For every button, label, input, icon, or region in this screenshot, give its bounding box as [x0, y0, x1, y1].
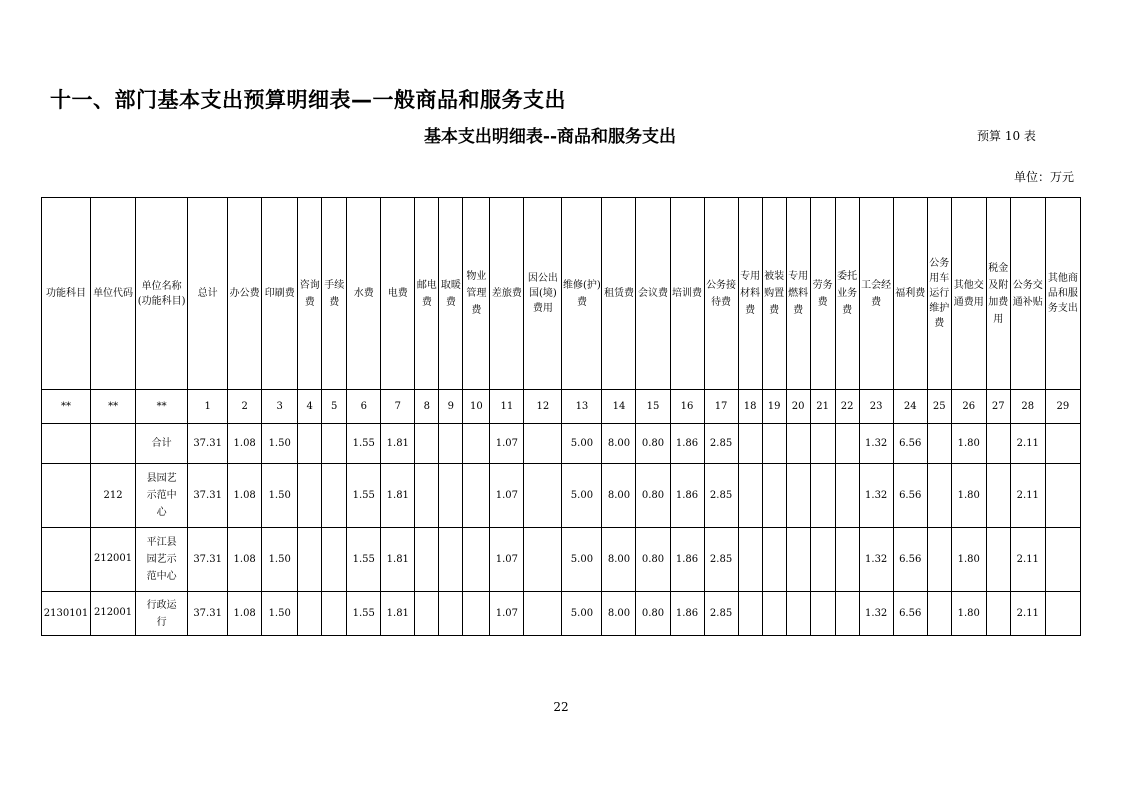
value-cell — [1045, 424, 1080, 464]
column-number: 23 — [859, 390, 893, 424]
unit-code-cell — [91, 528, 136, 592]
column-header: 单位名称(功能科目) — [136, 198, 188, 390]
column-number-row — [42, 390, 1081, 424]
value-cell: 0.80 — [636, 424, 670, 464]
value-cell — [1045, 464, 1080, 528]
unit-name-cell: 县园艺示范中心 — [136, 464, 188, 528]
value-cell: 5.00 — [562, 528, 602, 592]
column-number: 7 — [381, 390, 415, 424]
value-cell: 2.85 — [704, 464, 738, 528]
column-number: 9 — [439, 390, 463, 424]
column-number: 26 — [951, 390, 986, 424]
value-cell: 6.56 — [893, 424, 927, 464]
header-row — [42, 198, 1081, 390]
value-cell — [762, 424, 786, 464]
value-cell — [322, 464, 347, 528]
column-number: 12 — [524, 390, 562, 424]
column-number: 20 — [786, 390, 810, 424]
value-cell: 37.31 — [188, 528, 228, 592]
value-cell — [463, 464, 490, 528]
value-cell — [986, 592, 1010, 636]
column-number: 29 — [1045, 390, 1080, 424]
column-header: 电费 — [381, 198, 415, 390]
unit-name-cell: 平江县园艺示范中心 — [136, 528, 188, 592]
column-header: 水费 — [347, 198, 381, 390]
column-header: 单位代码 — [91, 198, 136, 390]
unit-label: 单位：万元 — [1013, 170, 1074, 184]
column-header: 租赁费 — [602, 198, 636, 390]
value-cell: 2.11 — [1010, 528, 1045, 592]
column-number: 24 — [893, 390, 927, 424]
value-cell — [1045, 528, 1080, 592]
value-cell: 1.80 — [951, 592, 986, 636]
value-cell: 1.07 — [490, 464, 524, 528]
value-cell: 1.50 — [262, 464, 298, 528]
column-header: 公务交通补贴 — [1010, 198, 1045, 390]
value-cell: 8.00 — [602, 528, 636, 592]
value-cell: 37.31 — [188, 464, 228, 528]
column-header: 其他商品和服务支出 — [1045, 198, 1080, 390]
column-header: 委托业务费 — [835, 198, 859, 390]
table-number: 预算 10 表 — [977, 129, 1036, 143]
value-cell: 1.08 — [228, 464, 262, 528]
value-cell — [786, 528, 810, 592]
value-cell — [415, 528, 439, 592]
column-number: 21 — [810, 390, 835, 424]
value-cell — [463, 592, 490, 636]
column-header: 印刷费 — [262, 198, 298, 390]
value-cell: 1.08 — [228, 592, 262, 636]
value-cell — [524, 528, 562, 592]
column-header: 培训费 — [670, 198, 704, 390]
column-header: 工会经费 — [859, 198, 893, 390]
column-header: 总计 — [188, 198, 228, 390]
column-header: 专用燃料费 — [786, 198, 810, 390]
unit-code-cell: 212 — [91, 464, 136, 528]
value-cell — [786, 592, 810, 636]
column-header: 手续费 — [322, 198, 347, 390]
value-cell: 1.50 — [262, 528, 298, 592]
unit-name-cell: 合计 — [136, 424, 188, 464]
value-cell — [298, 424, 322, 464]
value-cell — [835, 528, 859, 592]
value-cell — [986, 528, 1010, 592]
value-cell — [322, 528, 347, 592]
column-number: 8 — [415, 390, 439, 424]
function-code-cell — [42, 424, 91, 464]
value-cell — [927, 528, 951, 592]
value-cell — [524, 424, 562, 464]
value-cell: 1.81 — [381, 592, 415, 636]
value-cell: 1.81 — [381, 528, 415, 592]
column-header: 会议费 — [636, 198, 670, 390]
value-cell — [810, 528, 835, 592]
value-cell: 0.80 — [636, 464, 670, 528]
value-cell: 1.07 — [490, 528, 524, 592]
value-cell: 1.86 — [670, 464, 704, 528]
value-cell — [738, 528, 762, 592]
value-cell — [986, 424, 1010, 464]
column-number: 19 — [762, 390, 786, 424]
column-header: 取暖费 — [439, 198, 463, 390]
value-cell — [835, 424, 859, 464]
value-cell: 1.32 — [859, 592, 893, 636]
column-header: 维修(护)费 — [562, 198, 602, 390]
table-row — [42, 528, 1081, 592]
value-cell — [738, 424, 762, 464]
table-title: 基本支出明细表--商品和服务支出 — [423, 127, 677, 147]
value-cell — [1045, 592, 1080, 636]
column-header: 咨询费 — [298, 198, 322, 390]
value-cell — [439, 424, 463, 464]
value-cell: 6.56 — [893, 592, 927, 636]
value-cell: 1.32 — [859, 528, 893, 592]
column-number: ** — [42, 390, 91, 424]
column-number: 11 — [490, 390, 524, 424]
value-cell: 6.56 — [893, 464, 927, 528]
value-cell — [986, 464, 1010, 528]
unit-code-text: 212001 — [93, 553, 133, 564]
value-cell: 1.55 — [347, 464, 381, 528]
value-cell — [322, 592, 347, 636]
value-cell — [439, 464, 463, 528]
column-header: 差旅费 — [490, 198, 524, 390]
value-cell — [463, 528, 490, 592]
column-number: 16 — [670, 390, 704, 424]
column-header: 物业管理费 — [463, 198, 490, 390]
value-cell — [439, 528, 463, 592]
value-cell — [439, 592, 463, 636]
value-cell — [835, 464, 859, 528]
column-header: 邮电费 — [415, 198, 439, 390]
value-cell: 2.11 — [1010, 464, 1045, 528]
value-cell — [762, 528, 786, 592]
unit-code-cell — [91, 424, 136, 464]
column-number: 6 — [347, 390, 381, 424]
value-cell: 1.08 — [228, 528, 262, 592]
unit-code-cell — [91, 592, 136, 636]
value-cell — [415, 592, 439, 636]
value-cell: 1.08 — [228, 424, 262, 464]
value-cell: 1.86 — [670, 592, 704, 636]
value-cell: 1.32 — [859, 424, 893, 464]
value-cell: 1.07 — [490, 592, 524, 636]
column-header: 税金及附加费用 — [986, 198, 1010, 390]
value-cell: 1.55 — [347, 528, 381, 592]
column-header: 因公出国(境)费用 — [524, 198, 562, 390]
column-header: 被装购置费 — [762, 198, 786, 390]
column-header: 公务用车运行维护费 — [927, 198, 951, 390]
column-header: 其他交通费用 — [951, 198, 986, 390]
value-cell: 6.56 — [893, 528, 927, 592]
column-number: 2 — [228, 390, 262, 424]
column-number: 1 — [188, 390, 228, 424]
value-cell: 1.81 — [381, 464, 415, 528]
column-number: 3 — [262, 390, 298, 424]
value-cell: 0.80 — [636, 528, 670, 592]
value-cell — [738, 464, 762, 528]
value-cell — [762, 592, 786, 636]
column-header: 专用材料费 — [738, 198, 762, 390]
value-cell: 1.80 — [951, 464, 986, 528]
column-number: 15 — [636, 390, 670, 424]
value-cell: 0.80 — [636, 592, 670, 636]
value-cell — [738, 592, 762, 636]
column-number: 5 — [322, 390, 347, 424]
value-cell — [322, 424, 347, 464]
value-cell — [298, 592, 322, 636]
unit-name-cell: 行政运行 — [136, 592, 188, 636]
value-cell — [463, 424, 490, 464]
value-cell: 2.11 — [1010, 424, 1045, 464]
column-number: 28 — [1010, 390, 1045, 424]
column-header: 劳务费 — [810, 198, 835, 390]
value-cell — [810, 592, 835, 636]
column-number: 18 — [738, 390, 762, 424]
value-cell — [786, 464, 810, 528]
value-cell: 5.00 — [562, 592, 602, 636]
function-code-cell: 2130101 — [42, 592, 91, 636]
value-cell — [762, 464, 786, 528]
value-cell — [298, 464, 322, 528]
value-cell — [927, 592, 951, 636]
expenditure-table — [41, 197, 1081, 636]
column-header: 办公费 — [228, 198, 262, 390]
column-number: 17 — [704, 390, 738, 424]
function-code-cell — [42, 464, 91, 528]
table-body — [42, 198, 1081, 636]
table-row — [42, 464, 1081, 528]
column-number: 4 — [298, 390, 322, 424]
column-header: 公务接待费 — [704, 198, 738, 390]
column-number: 25 — [927, 390, 951, 424]
function-code-cell — [42, 528, 91, 592]
value-cell — [524, 592, 562, 636]
value-cell — [927, 464, 951, 528]
value-cell — [415, 464, 439, 528]
value-cell — [786, 424, 810, 464]
table-row — [42, 424, 1081, 464]
value-cell: 2.85 — [704, 424, 738, 464]
value-cell: 1.55 — [347, 424, 381, 464]
value-cell — [524, 464, 562, 528]
value-cell: 2.11 — [1010, 592, 1045, 636]
value-cell: 8.00 — [602, 592, 636, 636]
value-cell — [927, 424, 951, 464]
value-cell: 8.00 — [602, 464, 636, 528]
value-cell: 1.80 — [951, 424, 986, 464]
value-cell: 8.00 — [602, 424, 636, 464]
value-cell — [810, 424, 835, 464]
value-cell: 1.81 — [381, 424, 415, 464]
value-cell: 37.31 — [188, 592, 228, 636]
value-cell: 2.85 — [704, 592, 738, 636]
value-cell: 1.55 — [347, 592, 381, 636]
value-cell: 1.50 — [262, 424, 298, 464]
value-cell: 1.07 — [490, 424, 524, 464]
column-number: 10 — [463, 390, 490, 424]
value-cell: 5.00 — [562, 464, 602, 528]
column-header: 功能科目 — [42, 198, 91, 390]
value-cell: 1.80 — [951, 528, 986, 592]
column-number: ** — [91, 390, 136, 424]
column-number: 22 — [835, 390, 859, 424]
column-header: 福利费 — [893, 198, 927, 390]
section-title: 十一、部门基本支出预算明细表—一般商品和服务支出 — [50, 88, 566, 112]
column-number: ** — [136, 390, 188, 424]
value-cell: 5.00 — [562, 424, 602, 464]
value-cell — [835, 592, 859, 636]
value-cell: 37.31 — [188, 424, 228, 464]
unit-code-text: 212001 — [93, 607, 133, 618]
value-cell: 1.86 — [670, 528, 704, 592]
value-cell: 2.85 — [704, 528, 738, 592]
value-cell: 1.32 — [859, 464, 893, 528]
page-number: 22 — [553, 700, 569, 714]
value-cell: 1.50 — [262, 592, 298, 636]
column-number: 13 — [562, 390, 602, 424]
column-number: 27 — [986, 390, 1010, 424]
value-cell — [298, 528, 322, 592]
value-cell: 1.86 — [670, 424, 704, 464]
column-number: 14 — [602, 390, 636, 424]
value-cell — [415, 424, 439, 464]
table-row — [42, 592, 1081, 636]
value-cell — [810, 464, 835, 528]
